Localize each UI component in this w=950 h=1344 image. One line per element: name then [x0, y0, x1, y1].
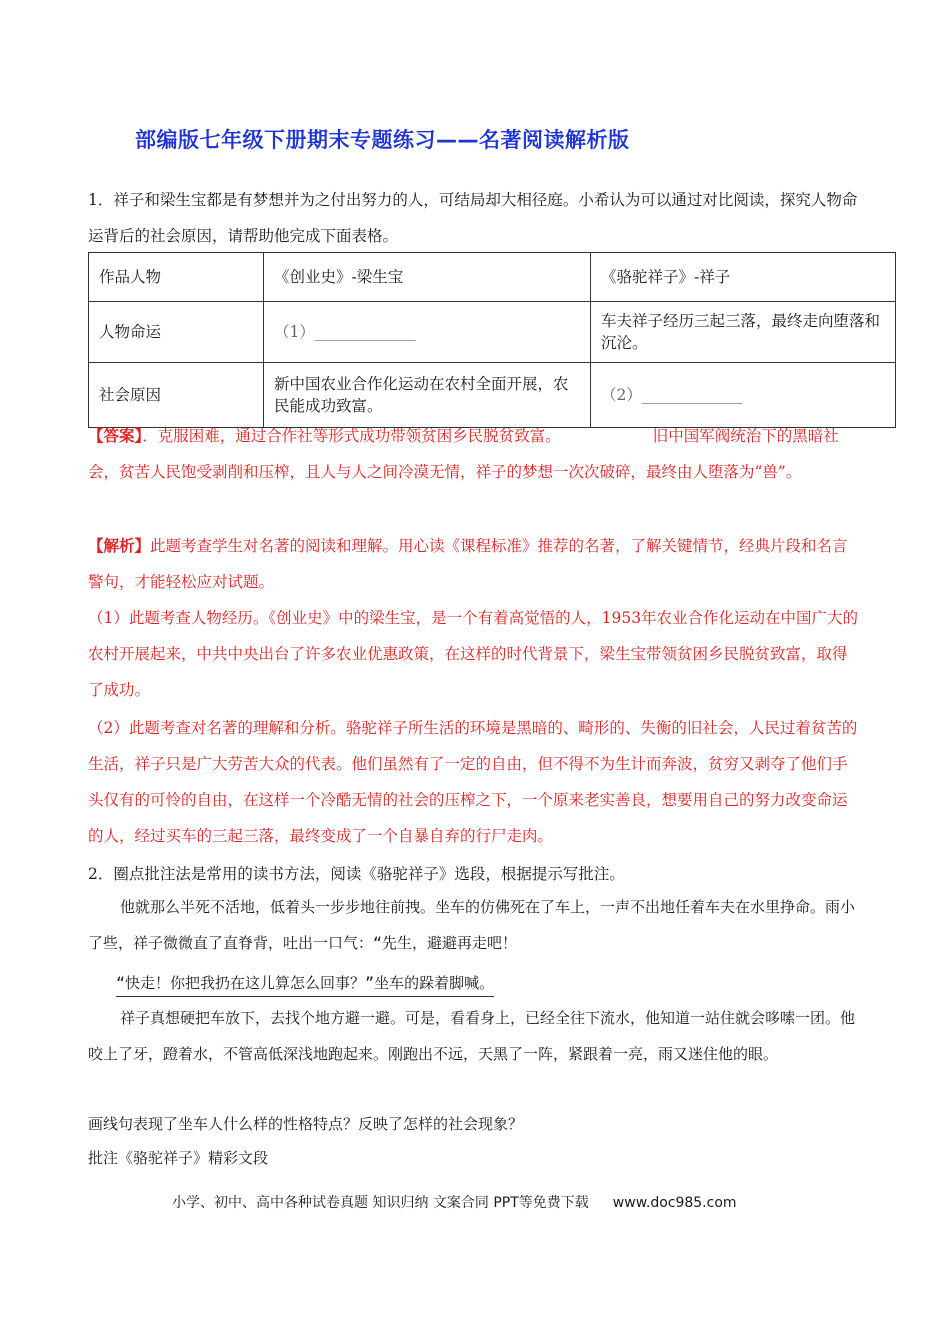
table-cell: 车夫祥子经历三起三落，最终走向堕落和沉沦。 [591, 302, 896, 363]
q1-analysis-2: （2）此题考查对名著的理解和分析。骆驼祥子所生活的环境是黑暗的、畸形的、失衡的旧社会，人民过着贫苦的生活，祥子只是广大劳苦大众的代表。他们虽然有了一定的自由，但不得不为生计而奔波，贫穷又剥夺了他们手头仅有的可怜的自由，在这样一个冷酷无情的社会的压榨之下，一个原来老实善良，想要用自己的努力改变命运的人，经过买车的三起三落，最终变成了一个自暴自弃的行尸走肉。 [88, 719, 858, 845]
table-cell: 社会原因 [89, 363, 264, 428]
footer [172, 1192, 737, 1212]
footer-url[interactable]: www.doc985.com [612, 1195, 737, 1211]
table-cell-blank: （2）_____________ [591, 363, 896, 428]
q1-answer [88, 418, 860, 490]
q2-note-label: 批注《骆驼祥子》精彩文段 [88, 1149, 269, 1167]
answer-part-1: ．克服困难，通过合作社等形式成功带领贫困乡民脱贫致富。 [142, 427, 561, 445]
q2-stem: 2．圈点批注法是常用的读书方法，阅读《骆驼祥子》选段，根据提示写批注。 [88, 865, 625, 883]
table-header-cell: 作品人物 [89, 253, 264, 302]
answer-part-2: 旧中国军阀统治下的黑暗社会，贫苦人民饱受剥削和压榨，且人与人之间冷漠无情，祥子的梦想一次次破碎，最终由人堕落为“兽”。 [88, 427, 839, 481]
q2-question: 画线句表现了坐车人什么样的性格特点？反映了怎样的社会现象？ [88, 1115, 524, 1133]
analysis-tag: 【解析】 [88, 536, 151, 555]
q1-analysis-1: （1）此题考查人物经历。《创业史》中的梁生宝，是一个有着高觉悟的人，1953年农业合作化运动在中国广大的农村开展起来，中共中央出台了许多农业优惠政策，在这样的时代背景下，梁生宝带领贫困乡民脱贫致富，取得了成功。 [88, 609, 859, 699]
table-row [89, 253, 896, 302]
table-row [89, 302, 896, 363]
table-cell-blank: （1）_____________ [264, 302, 591, 363]
passage-paragraph-1: 他就那么半死不活地，低着头一步步地往前拽。坐车的仿佛死在了车上，一声不出地任着车夫在水里挣命。雨小了些，祥子微微直了直脊背，吐出一口气：“先生，避避再走吧！ [88, 898, 856, 952]
footer-text: 小学、初中、高中各种试卷真题 知识归纳 文案合同 PPT等免费下载 [172, 1195, 589, 1211]
table-header-cell: 《创业史》-梁生宝 [264, 253, 591, 302]
passage-paragraph-2: 祥子真想硬把车放下，去找个地方避一避。可是，看看身上，已经全往下流水，他知道一站住就会哆嗦一团。他咬上了牙，蹬着水，不管高低深浅地跑起来。刚跑出不远，天黑了一阵，紧跟着一亮，雨又迷住他的眼。 [88, 1009, 856, 1063]
table-cell: 新中国农业合作化运动在农村全面开展，农民能成功致富。 [264, 363, 591, 428]
passage-underlined-wrap [88, 965, 860, 1001]
q1-stem: 1．祥子和梁生宝都是有梦想并为之付出努力的人，可结局却大相径庭。小希认为可以通过对比阅读，探究人物命运背后的社会原因，请帮助他完成下面表格。 [88, 191, 858, 245]
comparison-table [88, 252, 896, 428]
answer-tag: 【答案】 [88, 426, 143, 445]
table-cell: 人物命运 [89, 302, 264, 363]
page-title: 部编版七年级下册期末专题练习——名著阅读解析版 [135, 128, 630, 152]
table-header-cell: 《骆驼祥子》-祥子 [591, 253, 896, 302]
analysis-text: 此题考查学生对名著的阅读和理解。用心读《课程标准》推荐的名著，了解关键情节，经典片段和名言警句，才能轻松应对试题。 [88, 537, 848, 591]
q1-analysis [88, 528, 860, 600]
passage-underlined-sentence: “快走！你把我扔在这儿算怎么回事？”坐车的跺着脚喊。 [116, 970, 494, 997]
